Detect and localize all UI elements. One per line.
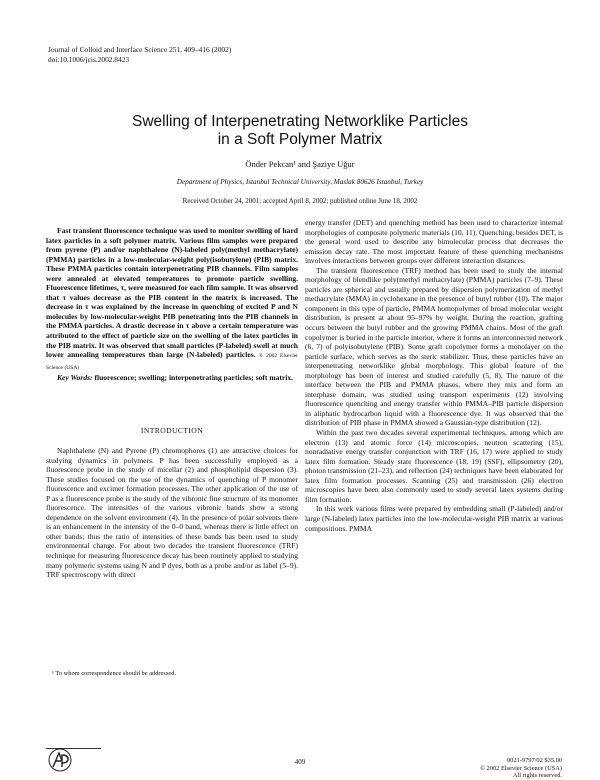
title-line-1: Swelling of Interpenetrating Networklike Particles <box>132 113 468 130</box>
authors: Önder Pekcan¹ and Şaziye Uğur <box>245 159 355 169</box>
introduction-heading: INTRODUCTION <box>140 426 204 435</box>
journal-line: Journal of Colloid and Interface Science 251, 409–416 (2002) <box>48 45 232 54</box>
title-line-2: in a Soft Polymer Matrix <box>217 131 383 148</box>
affiliation: Department of Physics, Istanbul Technical University, Maslak 80626 Istanbul, Turkey <box>176 178 424 186</box>
rights-notice <box>480 757 562 780</box>
right-paragraph-2: The transient fluorescence (TRF) method has been used to study the internal morphology of blendlike poly(methyl methacrylate) (PMMA) particles (7–9). These particles are spherical and usually prepared by dispersion polymerization of methyl methacrylate (MMA) in cyclohexane in the presence of butyl rubber (10). The major component in this type of particle, PMMA homopolymer of broad molecular weight distribution, is present at about 95–97% by weight. During the reaction, grafting occurs between the butyl rubber and the growing PMMA chains. Most of the graft copolymer is buried in the particle interior, where it forms an interconnected network (6, 7) of polyisobutylene (PIB). Some graft copolymer forms a monolayer on the particle surface, which serves as the steric stabilizer. Thus, these particles have an interpenetrating networklike global morphology. This global feature of the morphology has been of interest and studied carefully (5, 8). The nature of the interface between the PIB and PMMA phases, where they mix and form an interphase domain, was studied using transport experiments (12) involving fluorescence quenching and energy transfer within PMMA–PIB particle dispersion in aliphatic hydrocarbon liquid with a fluorescence dye. It was observed that the distribution of PIB phase in PMMA showed a Gaussian-type distribution (12). <box>305 265 563 428</box>
right-paragraph-3: Within the past two decades several experimental techniques, among which are electron (13) and atomic force (14) microscopies, neutron scattering (15), nonradiative energy transfer conjunction with TRF (16, 17) were applied to study latex film formation. Steady state fluorescence (18, 19) (SSF), ellipsometry (20), photon transmission (21–23), and reflection (24) techniques have been elaborated for latex film formation processes. Scanning (25) and transmission (26) electron microscopies have been also commonly used to study several latex systems during film formation. <box>305 428 563 504</box>
page-number: 409 <box>294 758 306 766</box>
received-dates: Received October 24, 2001; accepted April 8, 2002; published online June 18, 2002 <box>182 197 418 205</box>
footnote: ¹ To whom correspondence should be addressed. <box>52 670 176 677</box>
doi-line: doi:10.1006/jcis.2002.8423 <box>48 54 130 64</box>
issn-price: 0021-9797/02 $35.00 <box>506 757 562 764</box>
keywords: Key Words: fluorescence; swelling; interpenetrating particles; soft matrix. <box>57 373 294 383</box>
journal-citation <box>48 45 231 64</box>
keywords-label: Key Words: <box>57 373 93 383</box>
paper-title <box>40 113 560 149</box>
abstract <box>46 226 298 383</box>
copyright-line: © 2002 Elsevier Science (USA) <box>480 764 562 772</box>
right-column <box>305 218 563 533</box>
all-rights: All rights reserved. <box>512 772 562 780</box>
right-paragraph-1: energy transfer (DET) and quenching method has been used to characterize internal morphologies of composite polymeric materials (10, 11). Quenching, besides DET, is the general word used to describe any bimolecular process that decreases the emission decay rate. The most important feature of these quenching mechanisms involves interactions between groups over different interaction distances. <box>305 218 563 266</box>
abstract-copyright: © 2002 Elsevier Science (USA) <box>46 353 299 371</box>
introduction-body <box>46 446 298 580</box>
right-paragraph-4: In this work various films were prepared by embedding small (P-labeled) and/or large (N-labeled) latex particles into the low-molecular-weight PIB matrix at various compositions. PMMA <box>305 504 563 533</box>
intro-paragraph: Naphthalene (N) and Pyrene (P) chromophores (1) are attractive choices for studying dynamics in polymers. P has been successfully employed as a fluorescence probe in the study of micellar (2) and phospholipid dispersion (3). These studies focused on the use of the dynamics of quenching of P monomer fluorescence and excimer formation processes. The other application of the use of P as a fluorescence probe is the study of the vibronic fine structure of its monomer fluorescence. The intensities of the various vibronic bands show a strong dependence on the solvent environment (4). In the presence of polar solvents there is an enhancement in the intensity of the 0–0 band, whereas there is little effect on other bands; thus the ratio of intensities of these bands has been used to study environmental change. For about two decades the transient fluorescence (TRF) technique for measuring fluorescence decay has been routinely applied to studying many polymeric systems using N and P dyes, both as a probe and/or as label (5–9). TRF spectroscopy with direct <box>46 446 298 580</box>
abstract-text: Fast transient fluorescence technique was used to monitor swelling of hard latex particles in a soft polymer matrix. Various film samples were prepared from pyrene (P) and/or naphthalene (N)-labeled poly(methyl methacrylate) (PMMA) particles in a low-molecular-weight poly(isobutylene) (PIB) matrix. These PMMA particles contain interpenetrating PIB channels. Film samples were annealed at elevated temperatures to promote particle swelling. Fluorescence lifetimes, τ, were measured for each film sample. It was observed that τ values decrease as the PIB content in the matrix is increased. The decrease in τ was explained by the increase in quenching of excited P and N molecules by low-molecular-weight PIB penetrating into the PIB channels in the PMMA particles. A drastic decrease in τ above a certain temperature was attributed to the effect of particle size on the swelling of the latex particles in the PIB matrix. It was observed that small particles (P-labeled) swell at much lower annealing temperatures than large (N-labeled) particles. © 2002 Elsevier Science (USA) <box>46 226 299 371</box>
